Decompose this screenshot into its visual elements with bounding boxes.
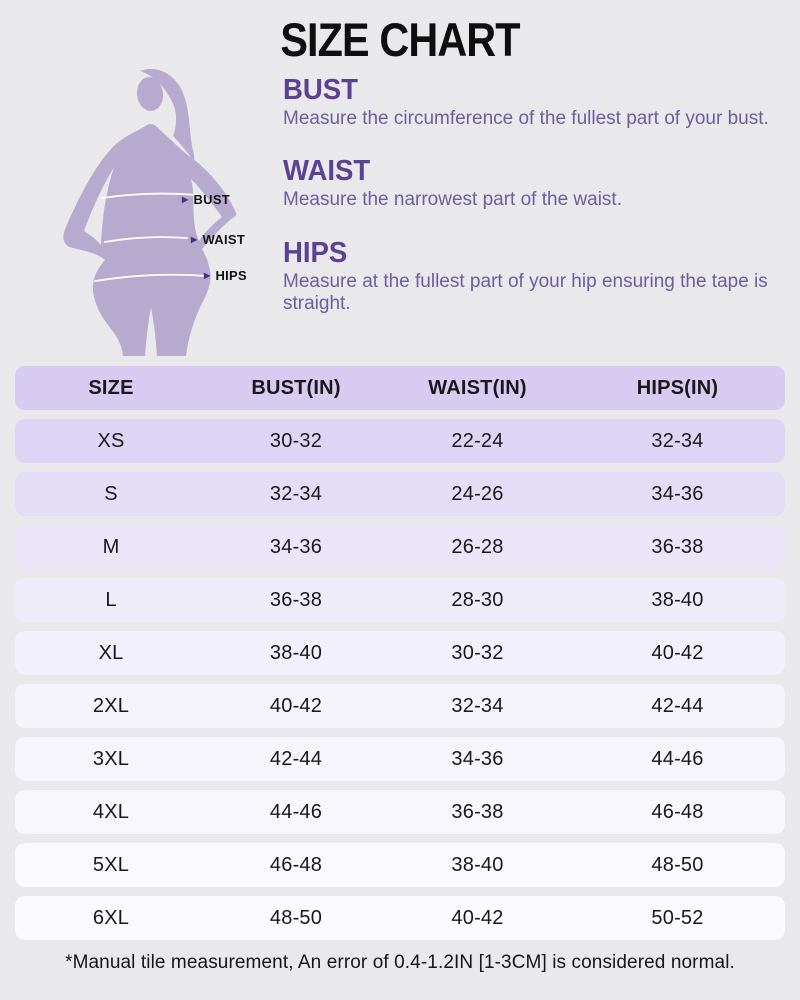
cell-bust: 36-38: [269, 588, 323, 611]
page-title-text: SIZE CHART: [280, 13, 520, 66]
cell-waist: 28-30: [451, 588, 504, 611]
cell-hips: 48-50: [651, 853, 704, 876]
table-row: [15, 790, 785, 834]
table-row: [15, 525, 785, 569]
table-row: [15, 631, 785, 675]
cell-waist: 32-34: [451, 694, 504, 717]
cell-bust: 46-48: [269, 853, 323, 876]
cell-hips: 46-48: [651, 800, 704, 823]
figure-label-bust-text: BUST: [193, 192, 231, 207]
footnote: *Manual tile measurement, An error of 0.4-1.2IN [1-3CM] is considered normal.: [65, 952, 735, 973]
figure-label-waist-text: WAIST: [202, 232, 246, 247]
cell-bust: 40-42: [269, 694, 323, 717]
table-row: [15, 684, 785, 728]
waist-arrow-icon: ▶: [191, 234, 198, 244]
size-table: [15, 366, 785, 940]
cell-waist: 38-40: [451, 853, 504, 876]
hips-arrow-icon: ▶: [204, 270, 211, 280]
header-waist: WAIST(IN): [428, 376, 527, 399]
table-row: [15, 896, 785, 940]
header-size: SIZE: [88, 376, 134, 399]
cell-waist: 24-26: [451, 482, 504, 505]
woman-silhouette: [50, 66, 250, 358]
cell-size: 2XL: [92, 694, 130, 717]
cell-bust: 34-36: [269, 535, 323, 558]
guide-section-hips: [283, 236, 775, 316]
cell-bust: 32-34: [269, 482, 323, 505]
cell-bust: 30-32: [269, 429, 323, 452]
cell-waist: 36-38: [451, 800, 504, 823]
cell-bust: 38-40: [269, 641, 323, 664]
table-header-row: [15, 366, 785, 410]
cell-hips: 42-44: [651, 694, 704, 717]
guide-section-bust: [283, 76, 775, 130]
table-row: [15, 419, 785, 463]
cell-bust: 48-50: [269, 906, 323, 929]
cell-hips: 40-42: [651, 641, 704, 664]
cell-waist: 30-32: [451, 641, 504, 664]
cell-hips: 36-38: [651, 535, 704, 558]
figure-label-bust: [182, 192, 230, 207]
cell-hips: 34-36: [651, 482, 704, 505]
page-title: [0, 12, 800, 67]
header-bust: BUST(IN): [251, 376, 341, 399]
figure-label-hips-text: HIPS: [215, 268, 247, 283]
cell-size: S: [104, 482, 118, 505]
cell-waist: 22-24: [451, 429, 504, 452]
cell-size: XS: [97, 429, 125, 452]
cell-bust: 44-46: [269, 800, 323, 823]
hero-section: [0, 0, 800, 366]
cell-waist: 26-28: [451, 535, 504, 558]
cell-hips: 44-46: [651, 747, 704, 770]
figure-label-hips: [204, 268, 247, 283]
bust-arrow-icon: ▶: [182, 194, 189, 204]
measurement-guide: [283, 76, 775, 316]
cell-hips: 38-40: [651, 588, 704, 611]
cell-size: 4XL: [92, 800, 130, 823]
cell-waist: 40-42: [451, 906, 504, 929]
cell-size: L: [105, 588, 117, 611]
cell-hips: 32-34: [651, 429, 704, 452]
guide-bust-heading: BUST: [283, 74, 359, 106]
cell-waist: 34-36: [451, 747, 504, 770]
guide-waist-description: Measure the narrowest part of the waist.: [283, 189, 622, 211]
cell-bust: 42-44: [269, 747, 323, 770]
figure-label-waist: [191, 232, 245, 247]
table-row: [15, 578, 785, 622]
cell-hips: 50-52: [651, 906, 704, 929]
guide-bust-description: Measure the circumference of the fullest part of your bust.: [283, 108, 769, 129]
guide-hips-description: Measure at the fullest part of your hip ensuring the tape is straight.: [283, 270, 768, 315]
measurement-figure: [50, 66, 250, 358]
cell-size: 5XL: [92, 853, 130, 876]
header-hips: HIPS(IN): [636, 376, 719, 399]
table-row: [15, 737, 785, 781]
guide-section-waist: [283, 157, 775, 211]
guide-hips-heading: HIPS: [283, 236, 348, 269]
cell-size: 3XL: [92, 747, 130, 770]
cell-size: 6XL: [92, 906, 130, 929]
cell-size: M: [102, 535, 120, 558]
table-row: [15, 843, 785, 887]
cell-size: XL: [98, 641, 124, 664]
guide-waist-heading: WAIST: [283, 155, 371, 188]
table-row: [15, 472, 785, 516]
